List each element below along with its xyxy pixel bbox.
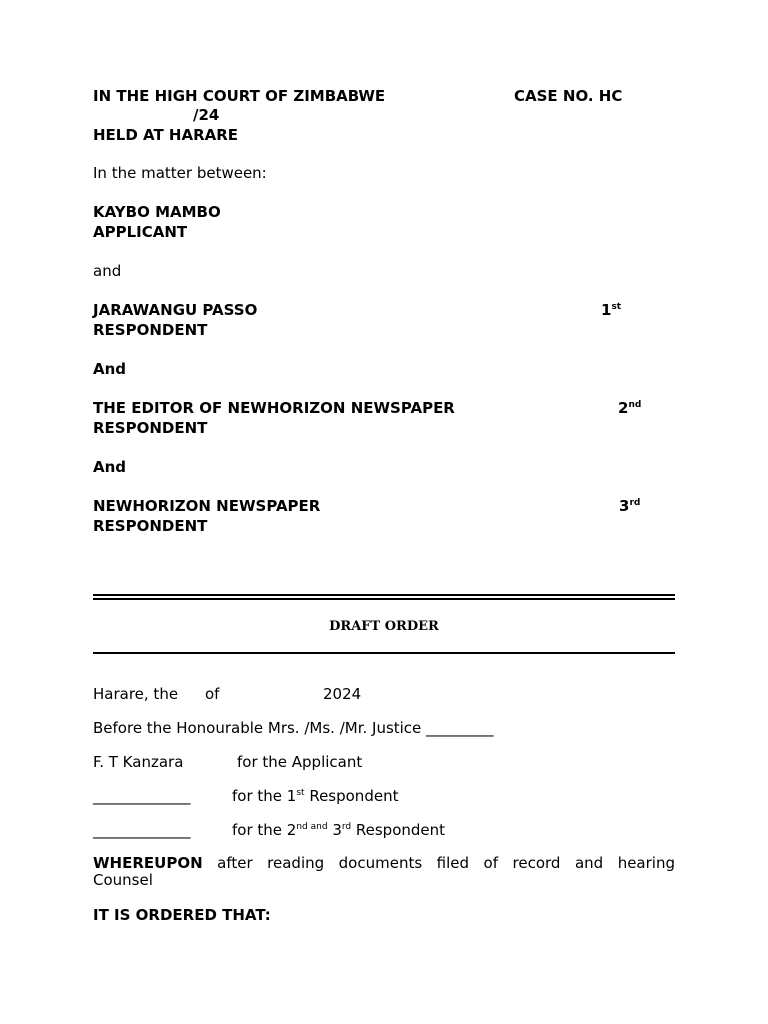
applicant-role: APPLICANT [93, 223, 188, 241]
court-heading: IN THE HIGH COURT OF ZIMBABWE [93, 87, 386, 105]
respondent-2-number: 2nd [618, 399, 642, 417]
date-year: 2024 [323, 685, 362, 703]
r23-counsel-blank: _____________ [93, 821, 191, 839]
whereupon-text: after reading documents filed of record and hearing [217, 854, 675, 872]
intro-text: In the matter between: [93, 164, 267, 182]
title-underline [93, 652, 675, 654]
respondent-3-role: RESPONDENT [93, 517, 208, 535]
order-title: DRAFT ORDER [329, 619, 439, 634]
and-connector-1: and [93, 262, 122, 280]
whereupon-line [93, 855, 675, 872]
case-number-suffix: /24 [193, 106, 220, 124]
whereupon-continuation: Counsel [93, 871, 153, 889]
respondent-1-number: 1st [601, 301, 622, 319]
respondent-3-number: 3rd [619, 497, 641, 515]
respondent-1-role: RESPONDENT [93, 321, 208, 339]
respondent-3-name: NEWHORIZON NEWSPAPER [93, 497, 321, 515]
r1-counsel-blank: _____________ [93, 787, 191, 805]
and-connector-3: And [93, 458, 127, 476]
respondent-2-name: THE EDITOR OF NEWHORIZON NEWSPAPER [93, 399, 455, 417]
respondent-1-name: JARAWANGU PASSO [93, 301, 258, 319]
date-prefix: Harare, the [93, 685, 179, 703]
applicant-counsel-role: for the Applicant [237, 753, 363, 771]
respondent-2-role: RESPONDENT [93, 419, 208, 437]
ordered-heading: IT IS ORDERED THAT: [93, 906, 271, 924]
r1-counsel-role: for the 1st Respondent [232, 787, 399, 805]
whereupon-keyword: WHEREUPON [93, 854, 203, 872]
applicant-counsel-name: F. T Kanzara [93, 753, 184, 771]
and-connector-2: And [93, 360, 127, 378]
held-at: HELD AT HARARE [93, 126, 239, 144]
applicant-name: KAYBO MAMBO [93, 203, 221, 221]
date-of: of [205, 685, 220, 703]
before-justice: Before the Honourable Mrs. /Ms. /Mr. Justice _________ [93, 719, 494, 737]
double-rule-bottom [93, 598, 675, 600]
double-rule-top [93, 594, 675, 596]
case-number-label: CASE NO. HC [514, 87, 623, 105]
r23-counsel-role: for the $2^{nd and}$ 3rd Respondent [232, 821, 446, 839]
